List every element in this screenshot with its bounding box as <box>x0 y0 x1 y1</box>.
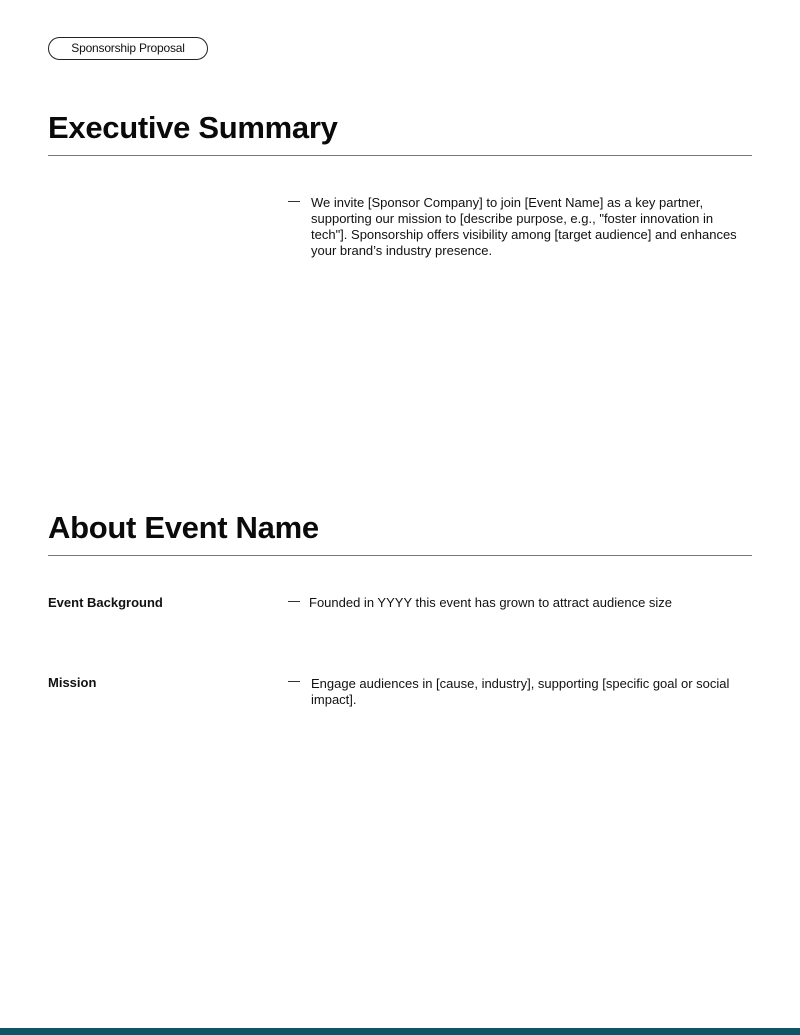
section-title-executive-summary: Executive Summary <box>48 110 338 145</box>
dash-bullet-icon <box>288 601 300 602</box>
section-divider <box>48 555 752 556</box>
event-background-text: Founded in YYYY this event has grown to attract audience size <box>309 595 673 610</box>
mission-text: Engage audiences in [cause, industry], supporting [specific goal or social impact]. <box>311 676 730 707</box>
mission-label: Mission <box>48 675 97 690</box>
footer-accent-bar <box>0 1028 800 1035</box>
document-type-badge: Sponsorship Proposal <box>48 37 208 60</box>
section-title-about-event: About Event Name <box>48 510 319 545</box>
event-background-label: Event Background <box>48 595 163 610</box>
executive-summary-text: We invite [Sponsor Company] to join [Event Name] as a key partner, supporting our mission to [describe purpose, e.g., "foster innovation in tech"]. Sponsorship offers visibility among [target audience] and enhances your brand’s industry presence. <box>311 195 737 258</box>
section-divider <box>48 155 752 156</box>
dash-bullet-icon <box>288 201 300 202</box>
dash-bullet-icon <box>288 681 300 682</box>
